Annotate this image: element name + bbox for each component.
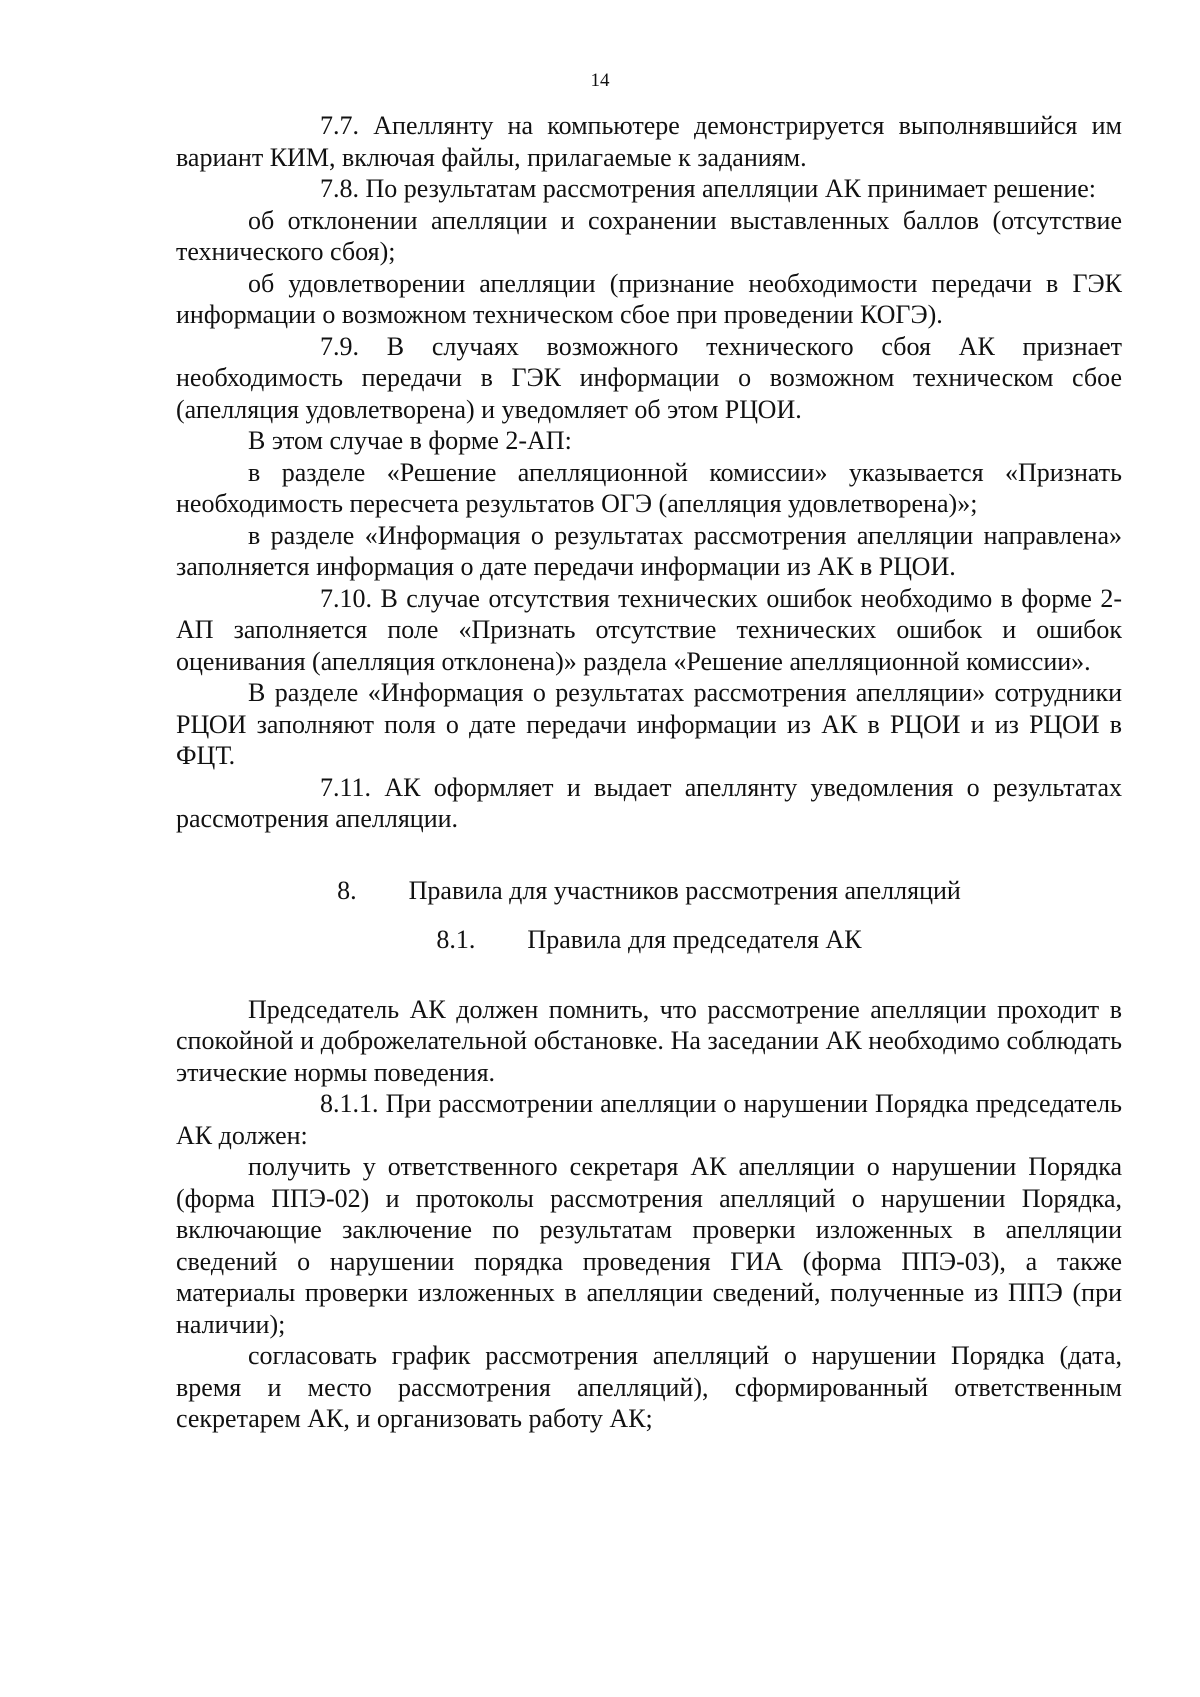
page-number: 14 [590, 70, 610, 91]
clause-number: 7.7. [320, 111, 359, 140]
paragraph-rejection: об отклонении апелляции и сохранении выставленных баллов (отсутствие технического сбоя); [176, 205, 1122, 266]
paragraph-text: В случае отсутствия технических ошибок необходимо в форме 2-АП заполняется поле «Признать отсутствие технических ошибок и ошибок оценивания (апелляция отклонена)» раздела «Решение апелляционной комиссии». [176, 583, 1123, 676]
section-number: 8.1. [436, 925, 476, 954]
paragraph-decision-section: в разделе «Решение апелляционной комиссии» указывается «Признать необходимость пересчета результатов ОГЭ (апелляция удовлетворена)»; [176, 457, 1122, 518]
paragraph-7-11 [176, 772, 1122, 835]
paragraph-7-10 [176, 583, 1122, 678]
clause-number: 7.11. [320, 772, 372, 802]
section-number: 8. [337, 875, 357, 905]
clause-number: 8.1.1. [320, 1089, 379, 1118]
paragraph-chairman-intro: Председатель АК должен помнить, что рассмотрение апелляции проходит в спокойной и доброжелательной обстановке. На заседании АК необходимо соблюдать этические нормы поведения. [176, 994, 1122, 1087]
paragraph-agree-schedule: согласовать график рассмотрения апелляций о нарушении Порядка (дата, время и место рассмотрения апелляций), сформированный ответственным секретарем АК, и организовать работу АК; [176, 1341, 1122, 1433]
clause-number: 7.9. [320, 331, 359, 361]
clause-number: 7.10. [320, 583, 372, 613]
document-body [176, 110, 1122, 1435]
paragraph-text: Апеллянту на компьютере демонстрируется выполнявшийся им вариант КИМ, включая файлы, прилагаемые к заданиям. [176, 111, 1122, 172]
paragraph-text: АК оформляет и выдает апеллянту уведомления о результатах рассмотрения апелляции. [176, 772, 1123, 833]
section-heading-8 [176, 875, 1122, 907]
paragraph-satisfaction: об удовлетворении апелляции (признание необходимости передачи в ГЭК информации о возможном техническом сбое при проведении КОГЭ). [176, 268, 1122, 329]
paragraph-rcoi-fill: В разделе «Информация о результатах рассмотрения апелляции» сотрудники РЦОИ заполняют поля о дате передачи информации из АК в РЦОИ и из РЦОИ в ФЦТ. [176, 678, 1122, 770]
section-title: Правила для председателя АК [527, 925, 862, 954]
section-title: Правила для участников рассмотрения апелляций [408, 875, 961, 905]
paragraph-8-1-1 [176, 1088, 1122, 1151]
paragraph-text: По результатам рассмотрения апелляции АК принимает решение: [365, 174, 1097, 203]
paragraph-7-8 [176, 173, 1122, 205]
paragraph-form-2ap: В этом случае в форме 2-АП: [248, 426, 572, 455]
paragraph-obtain-appeals: получить у ответственного секретаря АК апелляции о нарушении Порядка (форма ППЭ-02) и протоколы рассмотрения апелляций о нарушении Порядка, включающие заключение по результатам проверки изложенных в апелляции сведений о нарушении порядка проведения ГИА (форма ППЭ-03), а также материалы проверки изложенных в апелляции сведений, полученные из ППЭ (при наличии); [176, 1152, 1122, 1339]
clause-number: 7.8. [320, 174, 359, 203]
paragraph-7-9 [176, 331, 1122, 426]
paragraph-7-7 [176, 110, 1122, 173]
paragraph-info-section: в разделе «Информация о результатах рассмотрения апелляции направлена» заполняется информация о дате передачи информации из АК в РЦОИ. [176, 520, 1122, 581]
paragraph-text: В случаях возможного технического сбоя АК признает необходимость передачи в ГЭК информации о возможном техническом сбое (апелляция удовлетворена) и уведомляет об этом РЦОИ. [176, 331, 1122, 424]
paragraph-text: При рассмотрении апелляции о нарушении Порядка председатель АК должен: [176, 1089, 1122, 1150]
section-heading-8-1 [176, 924, 1122, 956]
